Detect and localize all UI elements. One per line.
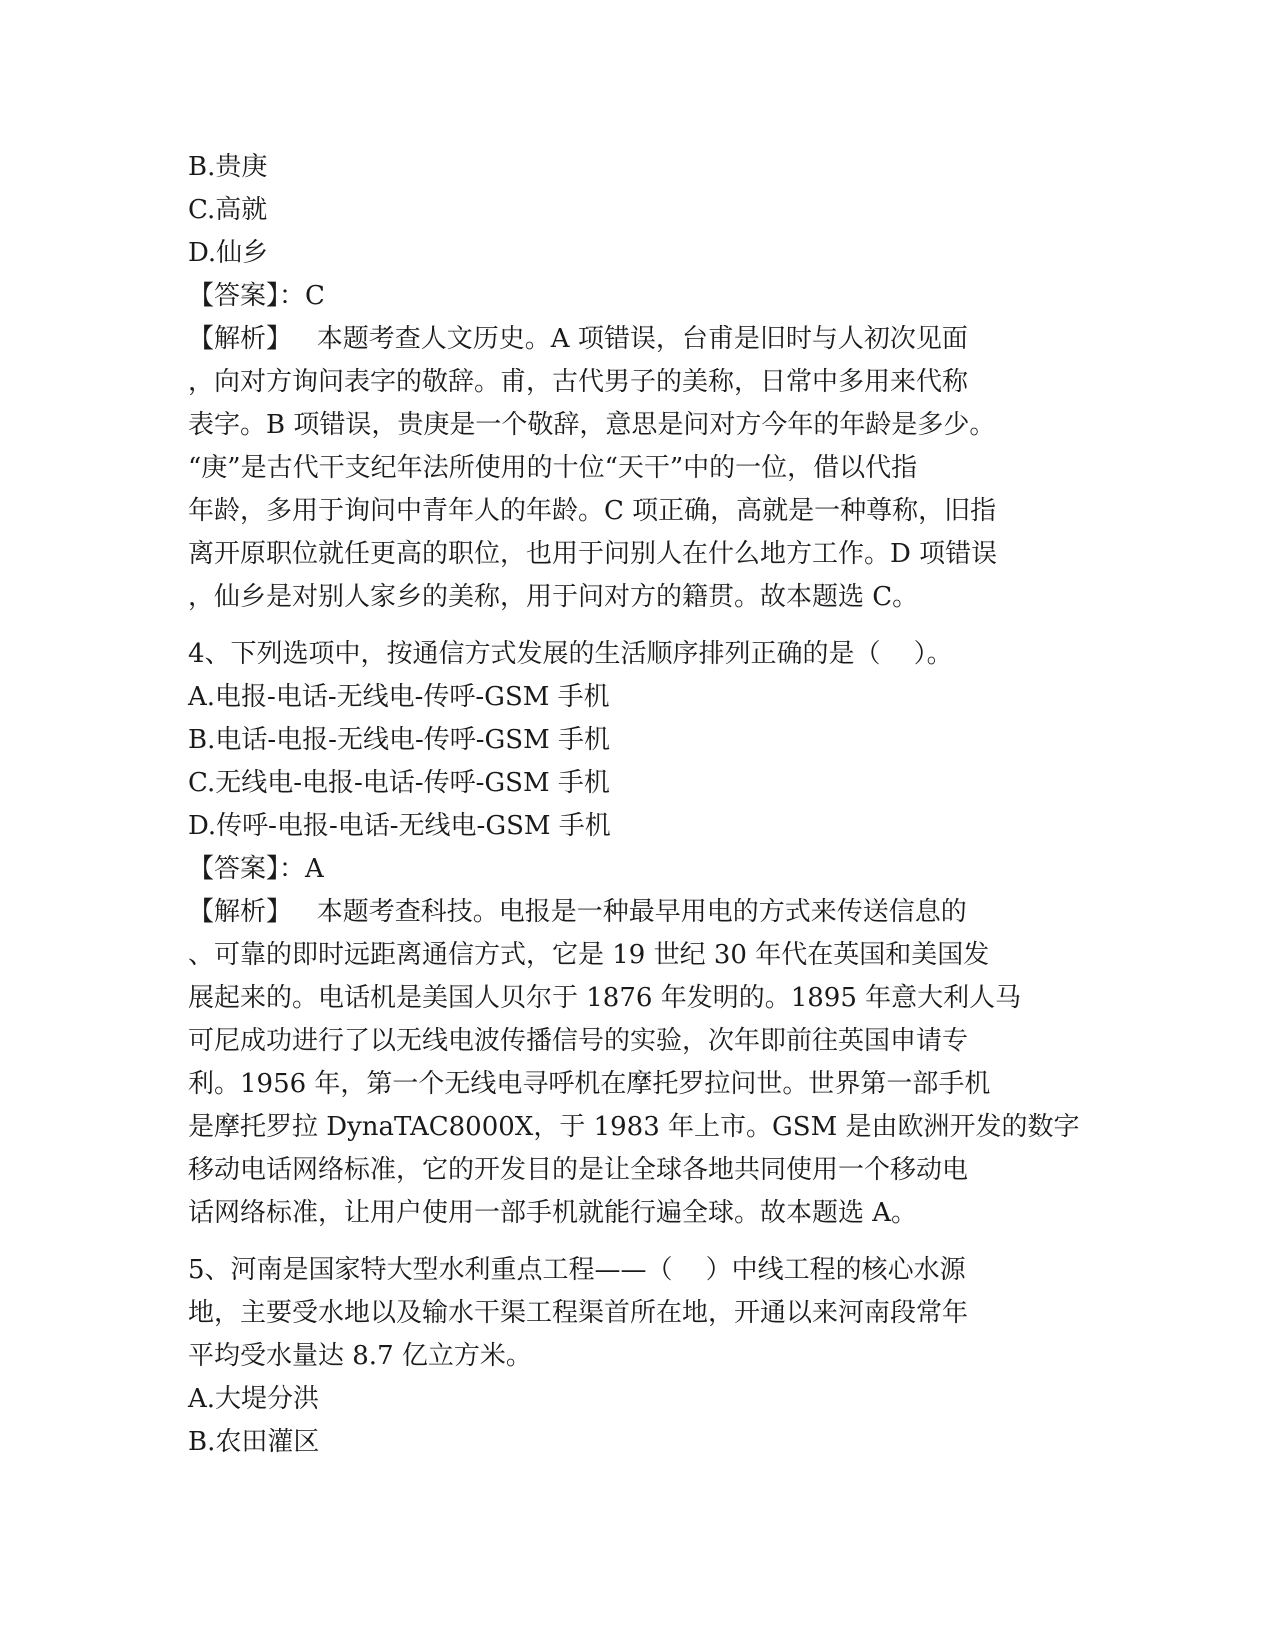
question-4-block	[188, 633, 1088, 1235]
option-c: C.高就	[188, 195, 268, 225]
analysis-line: 、可靠的即时远距离通信方式，它是 19 世纪 30 年代在英国和美国发	[188, 940, 990, 970]
analysis-line: 【解析】 本题考查科技。电报是一种最早用电的方式来传送信息的	[188, 897, 967, 927]
analysis-line: 表字。B 项错误，贵庚是一个敬辞，意思是问对方今年的年龄是多少。	[188, 410, 996, 440]
paragraph-gap	[188, 619, 1088, 633]
option-b: B.农田灌区	[188, 1427, 320, 1457]
paragraph-gap	[188, 1235, 1088, 1249]
analysis	[188, 891, 1088, 1235]
document-page	[188, 146, 1088, 1464]
option-b: B.贵庚	[188, 152, 268, 182]
question-5-block	[188, 1249, 1088, 1464]
question-text: 平均受水量达 8.7 亿立方米。	[188, 1341, 532, 1371]
analysis-line: 展起来的。电话机是美国人贝尔于 1876 年发明的。1895 年意大利人马	[188, 983, 1022, 1013]
analysis-line: ，仙乡是对别人家乡的美称，用于问对方的籍贯。故本题选 C。	[188, 582, 919, 612]
answer: 【答案】：C	[188, 281, 325, 311]
analysis-line: 【解析】 本题考查人文历史。A 项错误，台甫是旧时与人初次见面	[188, 324, 968, 354]
analysis-line: 是摩托罗拉 DynaTAC8000X，于 1983 年上市。GSM 是由欧洲开发的数字	[188, 1112, 1080, 1142]
analysis-line: 年龄，多用于询问中青年人的年龄。C 项正确，高就是一种尊称，旧指	[188, 496, 997, 526]
option-a: A.大堤分洪	[188, 1384, 320, 1414]
analysis-line: ，向对方询问表字的敬辞。甫，古代男子的美称，日常中多用来代称	[188, 367, 969, 397]
option-c: C.无线电-电报-电话-传呼-GSM 手机	[188, 768, 610, 798]
analysis	[188, 318, 1088, 619]
option-a: A.电报-电话-无线电-传呼-GSM 手机	[188, 682, 610, 712]
question-text: 地，主要受水地以及输水干渠工程渠首所在地，开通以来河南段常年	[188, 1298, 969, 1328]
option-d: D.传呼-电报-电话-无线电-GSM 手机	[188, 811, 611, 841]
question-text: 4、下列选项中，按通信方式发展的生活顺序排列正确的是（ ）。	[188, 639, 953, 669]
option-b: B.电话-电报-无线电-传呼-GSM 手机	[188, 725, 610, 755]
analysis-line: 利。1956 年，第一个无线电寻呼机在摩托罗拉问世。世界第一部手机	[188, 1069, 991, 1099]
option-d: D.仙乡	[188, 238, 269, 268]
analysis-line: 移动电话网络标准，它的开发目的是让全球各地共同使用一个移动电	[188, 1155, 969, 1185]
analysis-line: “庚”是古代干支纪年法所使用的十位“天干”中的一位，借以代指	[188, 453, 918, 483]
analysis-line: 离开原职位就任更高的职位，也用于问别人在什么地方工作。D 项错误	[188, 539, 998, 569]
question-3-block	[188, 146, 1088, 619]
answer: 【答案】：A	[188, 854, 324, 884]
analysis-line: 可尼成功进行了以无线电波传播信号的实验，次年即前往英国申请专	[188, 1026, 969, 1056]
analysis-line: 话网络标准，让用户使用一部手机就能行遍全球。故本题选 A。	[188, 1198, 918, 1228]
question-text: 5、河南是国家特大型水利重点工程——（ ）中线工程的核心水源	[188, 1255, 966, 1285]
